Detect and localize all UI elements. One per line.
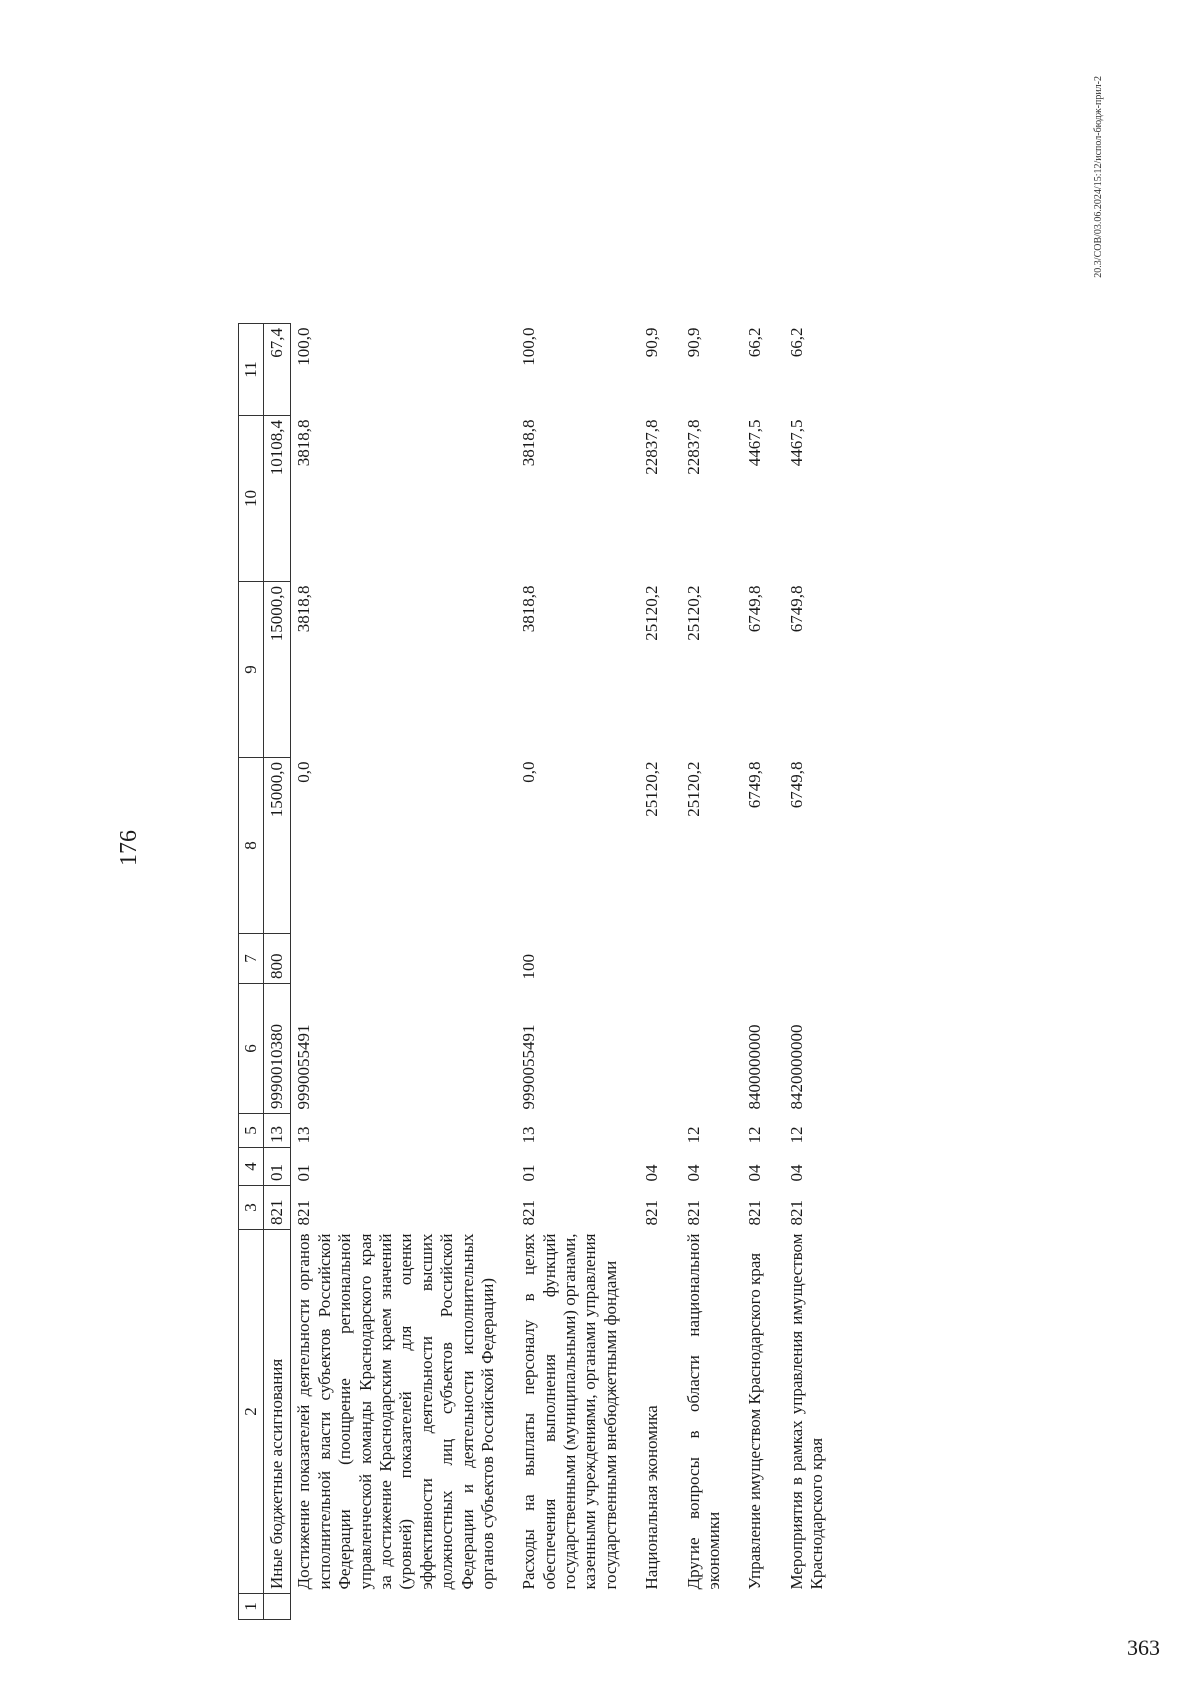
rotated-sheet xyxy=(70,48,1130,1648)
cell-section: 04 xyxy=(786,1164,806,1182)
cell-subsection: 12 xyxy=(745,1126,765,1144)
header-col-2: 2 xyxy=(239,1230,264,1594)
cell-col-9: 3818,8 xyxy=(294,585,314,633)
table-row xyxy=(681,324,743,1620)
cell-target: 9990055491 xyxy=(294,1024,314,1110)
cell-col-11: 100,0 xyxy=(519,327,539,366)
header-col-4: 4 xyxy=(239,1148,264,1186)
cell-ministry: 821 xyxy=(745,1200,765,1226)
cell-col-10: 4467,5 xyxy=(745,419,765,467)
cell-target: 9990010380 xyxy=(264,984,291,1114)
cell-target: 8400000000 xyxy=(745,1024,765,1110)
budget-table xyxy=(238,323,846,1620)
cell-name: Расходы на выплаты персоналу в целях обеспечения выполнения функций государственными (муниципальными) органами, казенными учреждениями, органами управления государственными внебюджетными фондами xyxy=(519,1233,620,1590)
header-col-10: 10 xyxy=(239,416,264,582)
cell-subsection: 13 xyxy=(294,1126,314,1144)
cell-expense-type xyxy=(291,934,516,984)
cell-ministry: 821 xyxy=(264,1186,291,1230)
cell-col-9: 6749,8 xyxy=(745,585,765,633)
cell-subsection: 13 xyxy=(264,1114,291,1148)
header-col-5: 5 xyxy=(239,1114,264,1148)
cell-col-10: 3818,8 xyxy=(519,419,539,467)
table-row xyxy=(742,324,783,1620)
cell-col-9: 25120,2 xyxy=(683,585,703,641)
cell-col-8: 15000,0 xyxy=(264,758,291,934)
header-col-1: 1 xyxy=(239,1594,264,1620)
cell-col-11: 66,2 xyxy=(786,327,806,358)
cell-expense-type xyxy=(639,934,680,984)
header-col-11: 11 xyxy=(239,324,264,416)
cell-section: 04 xyxy=(642,1164,662,1182)
header-col-6: 6 xyxy=(239,984,264,1114)
cell-name: Управление имуществом Краснодарского края xyxy=(745,1252,765,1590)
cell-num xyxy=(291,1594,516,1620)
cell-col-8: 0,0 xyxy=(294,761,314,783)
cell-num xyxy=(639,1594,680,1620)
cell-name: Другие вопросы в области национальной экономики xyxy=(683,1233,724,1590)
cell-col-11: 90,9 xyxy=(642,327,662,358)
header-col-8: 8 xyxy=(239,758,264,934)
cell-ministry: 821 xyxy=(786,1200,806,1226)
cell-section: 04 xyxy=(745,1164,765,1182)
cell-ministry: 821 xyxy=(642,1200,662,1226)
cell-target xyxy=(639,984,680,1114)
cell-name: Достижение показателей деятельности органов исполнительной власти субъектов Российской Федерации (поощрение региональной управленческой команды Краснодарского края за достижение Краснодарским краем значений (уровней) показателей для оценки эффективности деятельности высших должностных лиц субъектов Российской Федерации и деятельности исполнительных органов субъектов Российской Федерации) xyxy=(294,1233,497,1590)
cell-target xyxy=(681,984,743,1114)
table-row xyxy=(784,324,846,1620)
table-header-row xyxy=(239,324,264,1620)
cell-subsection: 12 xyxy=(786,1126,806,1144)
cell-col-8: 25120,2 xyxy=(642,761,662,817)
cell-col-10: 3818,8 xyxy=(294,419,314,467)
cell-col-11: 100,0 xyxy=(294,327,314,366)
cell-expense-type: 100 xyxy=(519,954,539,980)
cell-section: 01 xyxy=(519,1164,539,1182)
table-row xyxy=(291,324,516,1620)
table-row xyxy=(516,324,639,1620)
document-code: 20.3/СОВ/03.06.2024/15:12/испол-бюдж-прил-2 xyxy=(1093,76,1104,278)
cell-name: Национальная экономика xyxy=(642,1405,662,1590)
cell-expense-type xyxy=(681,934,743,984)
cell-col-10: 4467,5 xyxy=(786,419,806,467)
cell-col-8: 6749,8 xyxy=(786,761,806,809)
cell-col-8: 0,0 xyxy=(519,761,539,783)
cell-num xyxy=(681,1594,743,1620)
cell-col-10: 22837,8 xyxy=(642,419,662,475)
cell-expense-type xyxy=(742,934,783,984)
cell-col-9: 15000,0 xyxy=(264,582,291,758)
cell-col-9: 6749,8 xyxy=(786,585,806,633)
cell-col-11: 90,9 xyxy=(683,327,703,358)
cell-subsection: 13 xyxy=(519,1126,539,1144)
cell-ministry: 821 xyxy=(519,1200,539,1226)
cell-col-10: 22837,8 xyxy=(683,419,703,475)
cell-section: 04 xyxy=(683,1164,703,1182)
table-row xyxy=(639,324,680,1620)
cell-num xyxy=(742,1594,783,1620)
cell-ministry: 821 xyxy=(294,1200,314,1226)
cell-col-9: 3818,8 xyxy=(519,585,539,633)
cell-col-11: 67,4 xyxy=(264,324,291,416)
header-col-7: 7 xyxy=(239,934,264,984)
cell-name: Мероприятия в рамках управления имуществом Краснодарского края xyxy=(786,1233,827,1590)
cell-col-11: 66,2 xyxy=(745,327,765,358)
table-row xyxy=(264,324,291,1620)
cell-expense-type: 800 xyxy=(264,934,291,984)
cell-ministry: 821 xyxy=(683,1200,703,1226)
sheet-page-number: 176 xyxy=(116,830,142,866)
cell-subsection xyxy=(639,1114,680,1148)
header-col-9: 9 xyxy=(239,582,264,758)
header-col-3: 3 xyxy=(239,1186,264,1230)
page-number: 363 xyxy=(1127,1635,1160,1660)
cell-num xyxy=(784,1594,846,1620)
cell-col-9: 25120,2 xyxy=(642,585,662,641)
cell-col-10: 10108,4 xyxy=(264,416,291,582)
cell-col-8: 6749,8 xyxy=(745,761,765,809)
cell-target: 8420000000 xyxy=(786,1024,806,1110)
cell-section: 01 xyxy=(294,1164,314,1182)
cell-subsection: 12 xyxy=(683,1126,703,1144)
cell-name: Иные бюджетные ассигнования xyxy=(264,1230,291,1594)
cell-expense-type xyxy=(784,934,846,984)
cell-section: 01 xyxy=(264,1148,291,1186)
cell-num xyxy=(516,1594,639,1620)
cell-target: 9990055491 xyxy=(519,1024,539,1110)
cell-num xyxy=(264,1594,291,1620)
cell-col-8: 25120,2 xyxy=(683,761,703,817)
